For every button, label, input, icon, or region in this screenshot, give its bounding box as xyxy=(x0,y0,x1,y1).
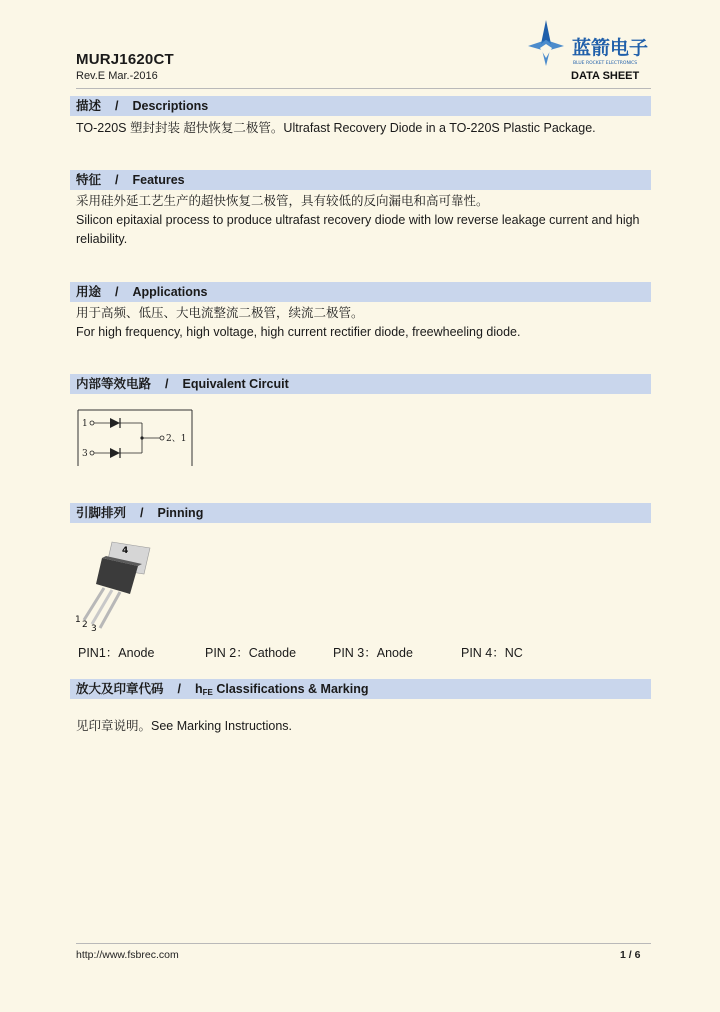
pin-1-label: PIN1：Anode xyxy=(78,646,155,660)
section-en: Applications xyxy=(132,285,208,299)
footer-url-link[interactable]: http://www.fsbrec.com xyxy=(76,949,179,961)
section-en: Classifications & Marking xyxy=(212,682,369,696)
lead-label-1: 1 xyxy=(75,615,81,625)
hfe-symbol: h xyxy=(195,682,203,696)
section-bar-marking xyxy=(70,679,651,699)
logo-subtext: BLUE ROCKET ELECTRONICS xyxy=(573,61,638,66)
section-bar-applications xyxy=(70,282,651,302)
part-number-title: MURJ1620CT xyxy=(76,51,174,68)
equivalent-circuit-diagram xyxy=(76,408,196,468)
tab-label: 4 xyxy=(122,546,129,556)
lead-label-3: 3 xyxy=(91,624,97,634)
circuit-label-pin3: 3 xyxy=(82,449,88,459)
pin-2-label: PIN 2：Cathode xyxy=(205,646,297,660)
section-en: Features xyxy=(132,173,185,187)
applications-text-cn: 用于高频、低压、大电流整流二极管，续流二极管。 xyxy=(76,306,364,320)
rocket-logo-icon xyxy=(524,20,654,70)
section-sep: / xyxy=(115,99,119,113)
pin-3-label: PIN 3：Anode xyxy=(333,646,413,660)
section-cn: 放大及印章代码 xyxy=(76,682,164,696)
section-cn: 引脚排列 xyxy=(76,506,127,520)
header-rule xyxy=(76,88,651,89)
section-sep: / xyxy=(115,173,119,187)
section-en: Equivalent Circuit xyxy=(182,377,289,391)
diode-icon xyxy=(110,448,120,458)
features-text-en: Silicon epitaxial process to produce ultrafast recovery diode with low reverse leakage current and high reliability. xyxy=(76,213,640,246)
section-en: Descriptions xyxy=(132,99,209,113)
descriptions-text: TO-220S 塑封封装 超快恢复二极管。Ultrafast Recovery Diode in a TO-220S Plastic Package. xyxy=(76,121,596,135)
revision-text: Rev.E Mar.-2016 xyxy=(76,70,158,82)
section-bar-features xyxy=(70,170,651,190)
section-cn: 描述 xyxy=(76,99,102,113)
section-bar-pinning xyxy=(70,503,651,523)
hfe-subscript: FE xyxy=(202,688,213,697)
footer-rule xyxy=(76,943,651,944)
lead-label-2: 2 xyxy=(82,620,88,630)
section-sep: / xyxy=(140,506,144,520)
to220s-package-image xyxy=(72,538,162,634)
section-cn: 特征 xyxy=(76,173,102,187)
pin-4-label: PIN 4：NC xyxy=(461,646,523,660)
logo-text: 蓝箭电子 xyxy=(572,37,649,59)
section-cn: 内部等效电路 xyxy=(76,377,152,391)
section-en: Pinning xyxy=(157,506,204,520)
section-sep: / xyxy=(115,285,119,299)
diode-icon xyxy=(110,418,120,428)
section-bar-circuit xyxy=(70,374,651,394)
datasheet-label: DATA SHEET xyxy=(571,70,640,82)
features-text-cn: 采用硅外延工艺生产的超快恢复二极管，具有较低的反向漏电和高可靠性。 xyxy=(76,194,489,208)
marking-text: 见印章说明。See Marking Instructions. xyxy=(76,719,293,733)
company-logo xyxy=(524,20,654,70)
section-bar-descriptions xyxy=(70,96,651,116)
circuit-label-pin1: 1 xyxy=(82,419,88,429)
circuit-label-output: 2、1 xyxy=(166,434,187,444)
section-sep: / xyxy=(177,682,181,696)
section-sep: / xyxy=(165,377,169,391)
page-number: 1 / 6 xyxy=(620,949,641,961)
applications-text-en: For high frequency, high voltage, high current rectifier diode, freewheeling diode. xyxy=(76,325,521,339)
section-cn: 用途 xyxy=(76,285,102,299)
